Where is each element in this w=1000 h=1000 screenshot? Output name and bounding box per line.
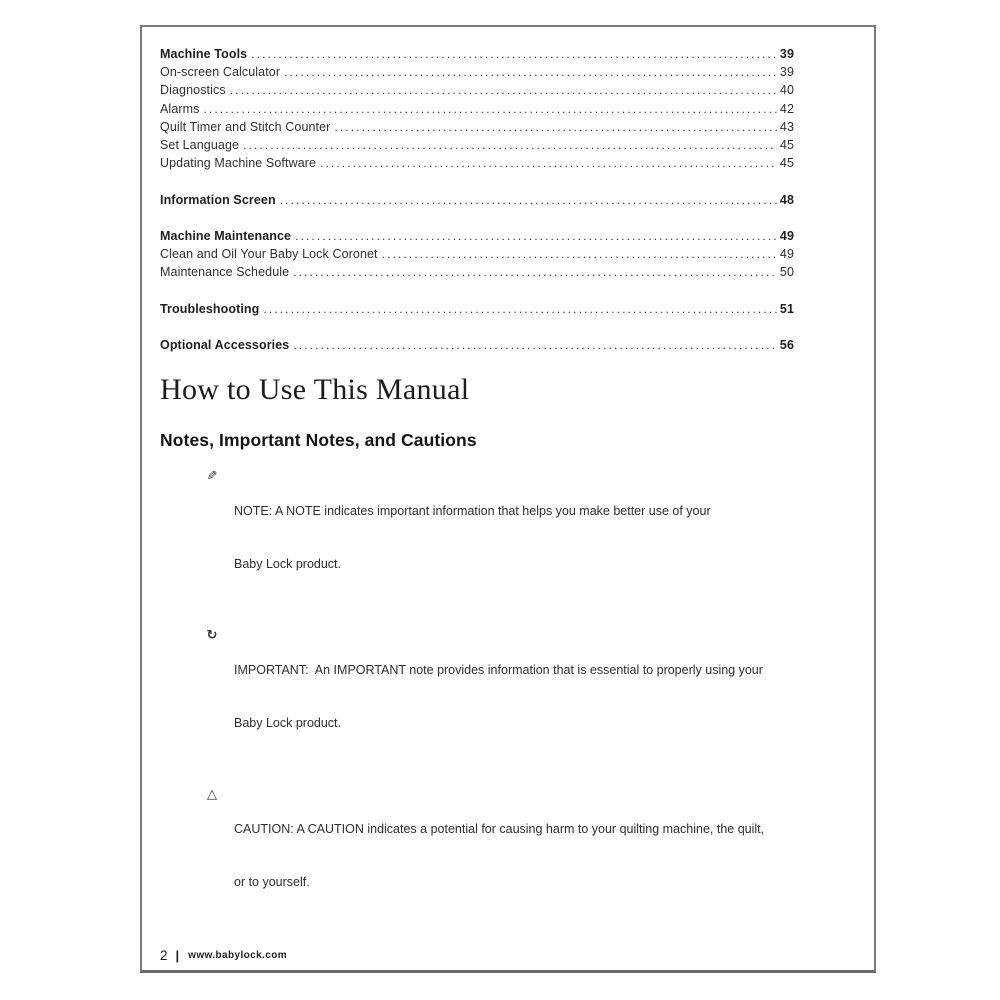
toc-page-number: 39	[779, 65, 794, 80]
note-line: CAUTION: A CAUTION indicates a potential for causing harm to your quilting machine, the quilt,	[234, 822, 765, 837]
toc-entry-label: Quilt Timer and Stitch Counter	[160, 119, 331, 134]
page-footer	[160, 948, 287, 963]
note-item-note	[202, 468, 794, 608]
notes-list	[160, 468, 794, 926]
note-text	[234, 627, 763, 767]
dot-leader	[263, 300, 776, 318]
toc-page-number: 49	[779, 247, 794, 262]
toc-entry	[160, 245, 794, 263]
dot-leader	[293, 336, 777, 354]
toc-page-number: 39	[779, 47, 794, 61]
toc-entry-label: Troubleshooting	[160, 301, 260, 316]
toc-page-number: 50	[779, 265, 794, 280]
dot-leader	[334, 118, 776, 136]
toc-entry-label: Information Screen	[160, 192, 276, 207]
toc-entry	[160, 63, 794, 81]
note-text	[234, 468, 711, 608]
toc-page-number: 45	[779, 137, 794, 152]
section-subheading: Notes, Important Notes, and Cautions	[160, 430, 477, 451]
dot-leader	[251, 45, 777, 63]
toc-entry-label: Optional Accessories	[160, 338, 290, 352]
toc-entry-label: Set Language	[160, 137, 240, 152]
dot-leader	[280, 191, 777, 209]
toc-page-number: 49	[779, 228, 794, 243]
page-title: How to Use This Manual	[160, 373, 470, 407]
toc-entry	[160, 136, 794, 154]
footer-page-number: 2	[160, 948, 168, 963]
dot-leader	[293, 263, 777, 281]
toc-entry-label: Alarms	[160, 101, 200, 116]
note-line: Baby Lock product.	[234, 715, 342, 730]
document-page	[140, 25, 876, 973]
circular-arrow-icon: ↻	[206, 628, 218, 644]
dot-leader	[230, 81, 777, 99]
toc-entry-label: Machine Maintenance	[160, 228, 292, 243]
toc-page-number: 43	[779, 119, 794, 134]
toc-entry	[160, 191, 794, 209]
note-line: NOTE: A NOTE indicates important information that helps you make better use of your	[234, 504, 711, 519]
toc-entry-label: Maintenance Schedule	[160, 265, 290, 280]
page-content	[142, 27, 874, 926]
toc-page-number: 45	[779, 156, 794, 171]
toc-page-number: 48	[779, 192, 794, 207]
caution-triangle-icon: △	[207, 787, 217, 803]
toc-entry	[160, 300, 794, 318]
note-line: or to yourself.	[234, 874, 310, 889]
table-of-contents	[160, 45, 794, 354]
toc-entry	[160, 154, 794, 172]
toc-entry-label: Updating Machine Software	[160, 156, 317, 171]
dot-leader	[382, 245, 777, 263]
toc-entry	[160, 336, 794, 354]
footer-website: www.babylock.com	[188, 950, 287, 961]
note-text	[234, 786, 764, 926]
toc-page-number: 40	[779, 83, 794, 98]
dot-leader	[320, 154, 777, 172]
dot-leader	[284, 63, 777, 81]
toc-entry	[160, 45, 794, 63]
toc-page-number: 42	[779, 101, 794, 116]
toc-page-number: 56	[779, 338, 794, 352]
toc-entry-label: Clean and Oil Your Baby Lock Coronet	[160, 247, 378, 262]
toc-entry-label: On-screen Calculator	[160, 65, 281, 80]
toc-entry	[160, 227, 794, 245]
note-item-caution	[202, 786, 794, 926]
footer-separator: |	[175, 948, 180, 963]
dot-leader	[243, 136, 777, 154]
note-line: Baby Lock product.	[234, 556, 342, 571]
note-line: IMPORTANT: An IMPORTANT note provides information that is essential to properly using your	[234, 663, 763, 678]
toc-entry	[160, 263, 794, 281]
toc-entry-label: Machine Tools	[160, 47, 248, 61]
toc-entry	[160, 100, 794, 118]
note-item-important	[202, 627, 794, 767]
toc-entry-label: Diagnostics	[160, 83, 226, 98]
dot-leader	[204, 100, 777, 118]
toc-entry	[160, 81, 794, 99]
toc-entry	[160, 118, 794, 136]
dot-leader	[295, 227, 777, 245]
pencil-icon: ✎	[206, 469, 218, 485]
toc-page-number: 51	[779, 301, 794, 316]
